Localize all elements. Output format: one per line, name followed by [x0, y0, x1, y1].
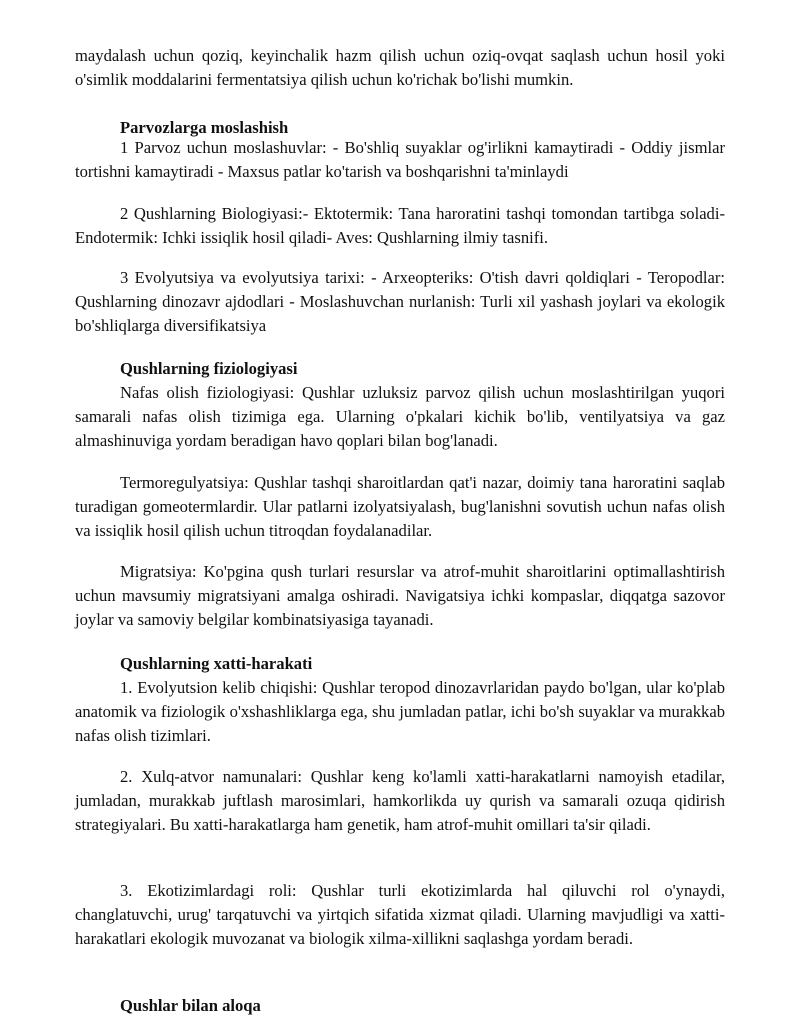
heading-qushlarning-xatti-harakati: Qushlarning xatti-harakati — [120, 654, 313, 673]
heading-qushlarning-fiziologiyasi: Qushlarning fiziologiyasi — [120, 359, 298, 378]
paragraph-parvoz-2: 2 Qushlarning Biologiyasi:- Ektotermik: Tana haroratini tashqi tomondan tartibga soladi- Endotermik: Ichki issiqlik hosil qiladi- Aves: Qushlarning ilmiy tasnifi. — [75, 204, 725, 247]
paragraph-evolyutsion: 1. Evolyutsion kelib chiqishi: Qushlar teropod dinozavrlaridan paydo bo'lgan, ular ko'plab anatomik va fiziologik o'xshashliklarga ega, shu jumladan patlar, ichi bo'sh suyaklar va murakkab nafas olish tizimlari. — [75, 678, 725, 745]
paragraph-xulq-atvor: 2. Xulq-atvor namunalari: Qushlar keng ko'lamli xatti-harakatlarni namoyish etadilar, jumladan, murakkab juftlash marosimlari, hamkorlikda uy qurish va samarali ozuqa qidirish strategiyalari. Bu xatti-harakatlarga ham genetik, ham atrof-muhit omillari ta'sir qiladi. — [75, 767, 725, 834]
paragraph-ekotizimlar: 3. Ekotizimlardagi roli: Qushlar turli ekotizimlarda hal qiluvchi rol o'ynaydi, changlatuvchi, urug' tarqatuvchi va yirtqich sifatida xizmat qiladi. Ularning mavjudligi va xatti-harakatlari ekologik muvozanat va biologik xilma-xillikni saqlashga yordam beradi. — [75, 881, 725, 948]
paragraph-termoregulyatsiya: Termoregulyatsiya: Qushlar tashqi sharoitlardan qat'i nazar, doimiy tana haroratini saqlab turadigan gomeotermlardir. Ular patlarni izolyatsiyalash, bug'lanishni sovutish uchun nafas olish va issiqlik hosil qilish uchun titroqdan foydalanadilar. — [75, 473, 725, 540]
paragraph-parvoz-3: 3 Evolyutsiya va evolyutsiya tarixi: - Arxeopteriks: O'tish davri qoldiqlari - Teropodlar: Qushlarning dinozavr ajdodlari - Moslashuvchan nurlanish: Turli xil yashash joylari va ekologik bo'shliqlarga diversifikatsiya — [75, 268, 725, 335]
paragraph-nafas-olish: Nafas olish fiziologiyasi: Qushlar uzluksiz parvoz qilish uchun moslashtirilgan yuqori samarali nafas olish tizimiga ega. Ularning o'pkalari kichik bo'lib, ventilyatsiya va gaz almashinuviga yordam beradigan havo qoplari bilan bog'lanadi. — [75, 383, 725, 450]
paragraph-parvoz-1: 1 Parvoz uchun moslashuvlar: - Bo'shliq suyaklar og'irlikni kamaytiradi - Oddiy jismlar tortishni kamaytiradi - Maxsus patlar ko'tarish va boshqarishni ta'minlaydi — [75, 138, 725, 181]
paragraph-migratsiya: Migratsiya: Ko'pgina qush turlari resurslar va atrof-muhit sharoitlarini optimallashtirish uchun mavsumiy migratsiyani amalga oshiradi. Navigatsiya ichki kompaslar, diqqatga sazovor joylar va samoviy belgilar kombinatsiyasiga tayanadi. — [75, 562, 725, 629]
heading-qushlar-bilan-aloqa: Qushlar bilan aloqa — [120, 996, 261, 1015]
intro-paragraph: maydalash uchun qoziq, keyinchalik hazm qilish uchun oziq-ovqat saqlash uchun hosil yoki o'simlik moddalarini fermentatsiya qilish uchun ko'richak bo'lishi mumkin. — [75, 46, 725, 89]
heading-parvozlarga-moslashish: Parvozlarga moslashish — [120, 118, 289, 137]
